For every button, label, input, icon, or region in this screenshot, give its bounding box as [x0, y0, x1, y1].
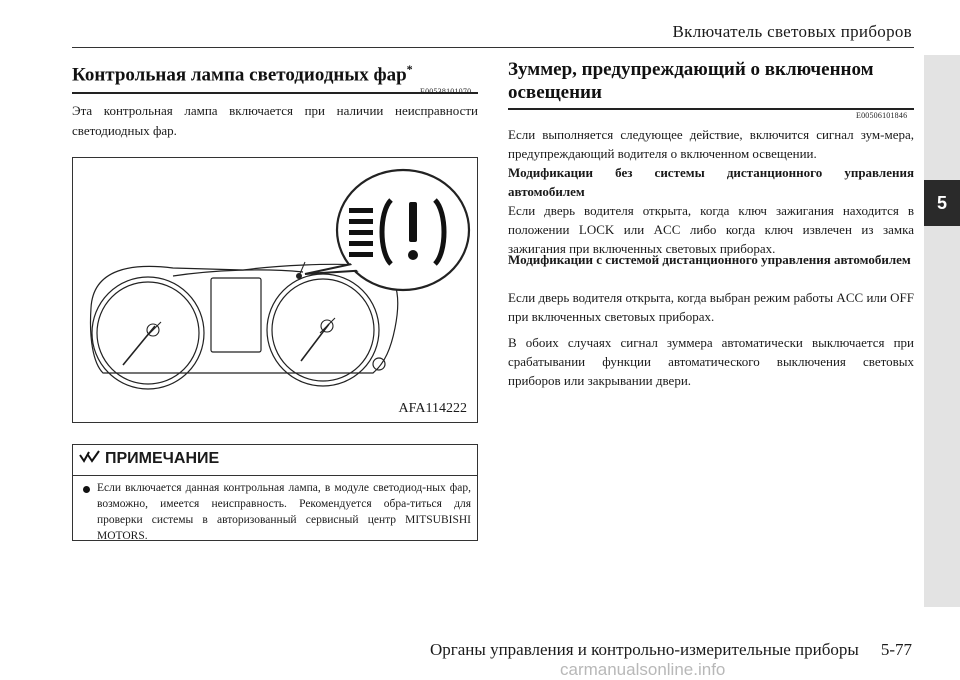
- section-code: E00506101846: [856, 111, 908, 120]
- page-footer: [430, 640, 912, 660]
- subheading-with-remote: Модификации с системой дистанционного управления автомобилем: [508, 252, 911, 267]
- note-text: Если включается данная контрольная лампа, в модуле светодиод-ных фар, возможно, имеется неисправность. Рекомендуется обра-титься для проверки системы в авторизованный сервисный центр MITSUBISHI MOTORS.: [97, 482, 471, 542]
- chapter-number: 5: [924, 180, 960, 226]
- page-number: 5-77: [880, 640, 912, 659]
- led-lamp-description: Эта контрольная лампа включается при наличии неисправности светодиодных фар.: [72, 103, 478, 138]
- section-title-buzzer: Зуммер, предупреждающий о включенном освещении: [508, 58, 914, 110]
- header-rule: [72, 47, 914, 48]
- subheading-without-remote: Модификации без системы дистанционного управления автомобилем: [508, 165, 914, 199]
- note-heading: ПРИМЕЧАНИЕ: [105, 449, 220, 467]
- text-auto-off: В обоих случаях сигнал зуммера автоматически выключается при срабатывании функции автоматического выключения световых приборов или закрывании двери.: [508, 335, 914, 388]
- footer-section: Органы управления и контрольно-измерительные приборы: [430, 640, 859, 659]
- check-icon: [79, 449, 105, 468]
- bullet-dot: [83, 486, 90, 493]
- watermark: carmanualsonline.info: [560, 660, 726, 679]
- section-title-led-lamp: [72, 58, 478, 94]
- note-rule: [73, 475, 477, 476]
- title-asterisk: *: [406, 62, 413, 76]
- figure-code: AFA114222: [398, 401, 467, 416]
- text-with-remote: Если дверь водителя открыта, когда выбран режим работы ACC или OFF при включенных световых приборах.: [508, 290, 914, 324]
- buzzer-intro: Если выполняется следующее действие, включится сигнал зум-мера, предупреждающий водителя о включенном освещении.: [508, 127, 914, 161]
- instrument-cluster-illustration: [73, 158, 477, 422]
- section-title-text: Контрольная лампа светодиодных фар: [72, 64, 407, 86]
- chapter-side-tab: [924, 55, 960, 607]
- instrument-cluster-figure: [72, 157, 478, 423]
- text-without-remote: Если дверь водителя открыта, когда ключ зажигания находится в положении LOCK или ACC либо когда ключ извлечен из замка зажигания при включенных световых приборах.: [508, 203, 914, 256]
- note-box: [72, 444, 478, 541]
- page-header-title: Включатель световых приборов: [672, 22, 912, 41]
- section-code: E00538101070: [420, 87, 472, 96]
- note-header: [79, 449, 219, 468]
